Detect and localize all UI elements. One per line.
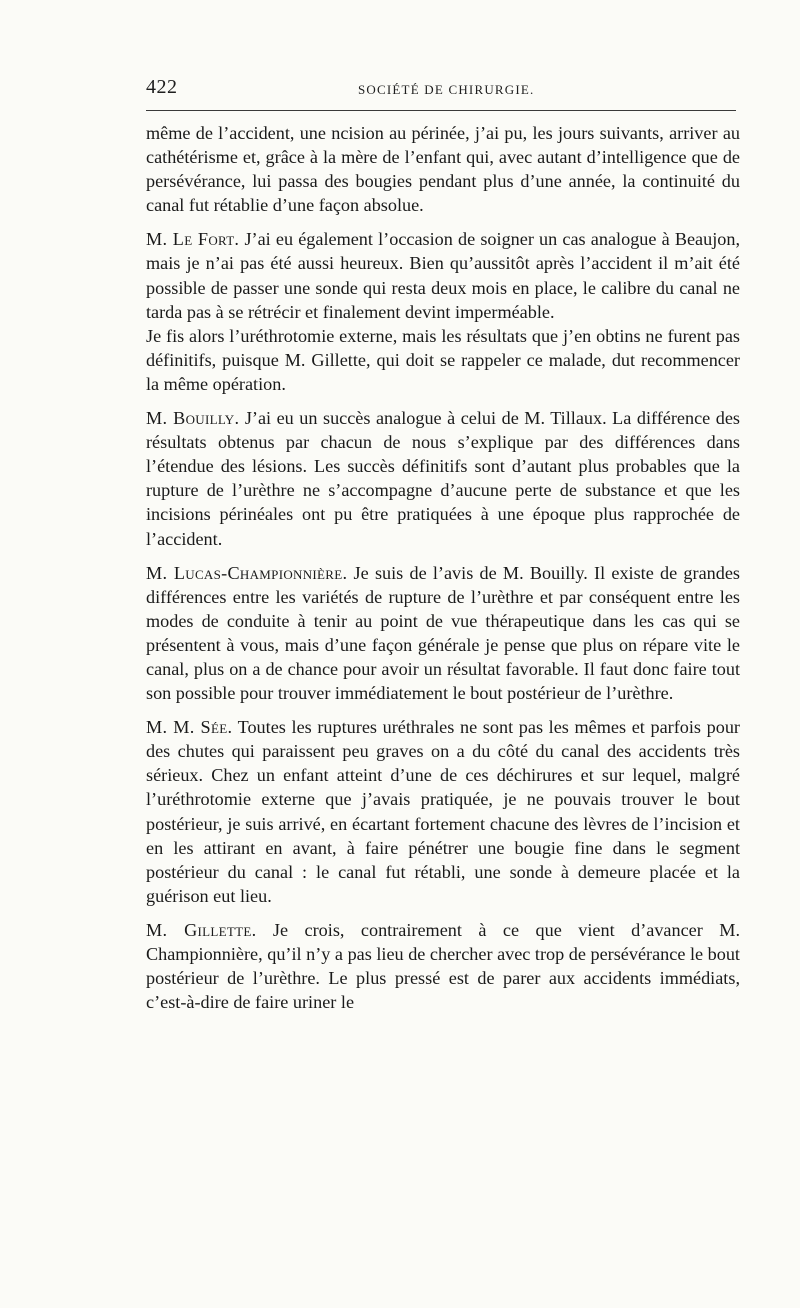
paragraph-le-fort-continued [146,324,740,396]
body-text [146,121,740,1014]
paragraph-gillette [146,918,740,1014]
paragraph-le-fort [146,227,740,323]
paragraph-text: Je fis alors l’uréthrotomie externe, mais les résultats que j’en obtins ne furent pas définitifs, puisque M. Gillette, qui doit se rappeler ce malade, dut recommencer la même opération. [146,325,740,394]
paragraph-text: J’ai eu également l’occasion de soigner un cas analogue à Beaujon, mais je n’ai pas été aussi heureux. Bien qu’aussitôt après l’accident il m’ait été possible de passer une sonde qui resta deux mois en place, le calibre du canal ne tarda pas à se rétrécir et finalement devint imperméable. [146,229,741,322]
paragraph-text: Toutes les ruptures uréthrales ne sont pas les mêmes et parfois pour des chutes qui paraissent peu graves on a du côté du canal des accidents très sérieux. Chez un enfant atteint d’une de ces déchirures et sur lequel, malgré l’uréthrotomie externe que j’avais pratiquée, je ne pouvais trouver le bout postérieur, je suis arrivé, en écartant fortement chacune des lèvres de l’incision et en les attirant en avant, à faire pénétrer une bougie fine dans le segment postérieur du canal : le canal fut rétabli, une sonde à demeure placée et la guérison eut lieu. [146,717,740,906]
paragraph-bouilly [146,406,740,551]
paragraph-text: J’ai eu un succès analogue à celui de M. Tillaux. La différence des résultats obtenus par chacun de nous s’explique par des différences dans l’étendue des lésions. Les succès définitifs sont d’autant plus probables que la rupture de l’urèthre ne s’accompagne d’aucune perte de substance et que les incisions périnéales ont pu être pratiquées à une époque plus rapprochée de l’accident. [146,408,740,549]
speaker-name: M. M. Sée. [146,717,233,738]
page-header [146,76,736,104]
paragraph-lucas-championniere [146,561,740,706]
paragraph-continuation [146,121,740,217]
paragraph-see [146,715,740,908]
header-rule [146,110,736,111]
speaker-name: M. Gillette. [146,919,257,940]
page-number: 422 [146,76,178,98]
speaker-name: M. Lucas-Championnière. [146,562,348,583]
paragraph-text: Je crois, contrairement à ce que vient d’avancer M. Championnière, qu’il n’y a pas lieu de chercher avec trop de persévérance le bout postérieur de l’urèthre. Le plus pressé est de parer aux accidents immédiats, c’est-à-dire de faire uriner le [146,919,740,1013]
speaker-name: M. Le Fort. [146,229,240,250]
paragraph-text: Je suis de l’avis de M. Bouilly. Il existe de grandes différences entre les variétés de rupture de l’urèthre et par conséquent entre les modes de conduite à tenir au point de vue thérapeutique dans les cas qui se présentent à vous, mais d’une façon générale je pense que plus on répare vite le canal, plus on a de chance pour avoir un résultat favorable. Il faut donc faire tout son possible pour trouver immédiatement le bout postérieur de l’urèthre. [146,562,740,704]
paragraph-text: même de l’accident, une ncision au périnée, j’ai pu, les jours suivants, arriver au cathétérisme et, grâce à la mère de l’enfant qui, avec autant d’intelligence que de persévérance, lui passa des bougies pendant plus d’une année, la continuité du canal fut rétablie d’une façon absolue. [146,123,740,216]
running-title: SOCIÉTÉ DE CHIRURGIE. [358,82,535,97]
speaker-name: M. Bouilly. [146,408,240,429]
